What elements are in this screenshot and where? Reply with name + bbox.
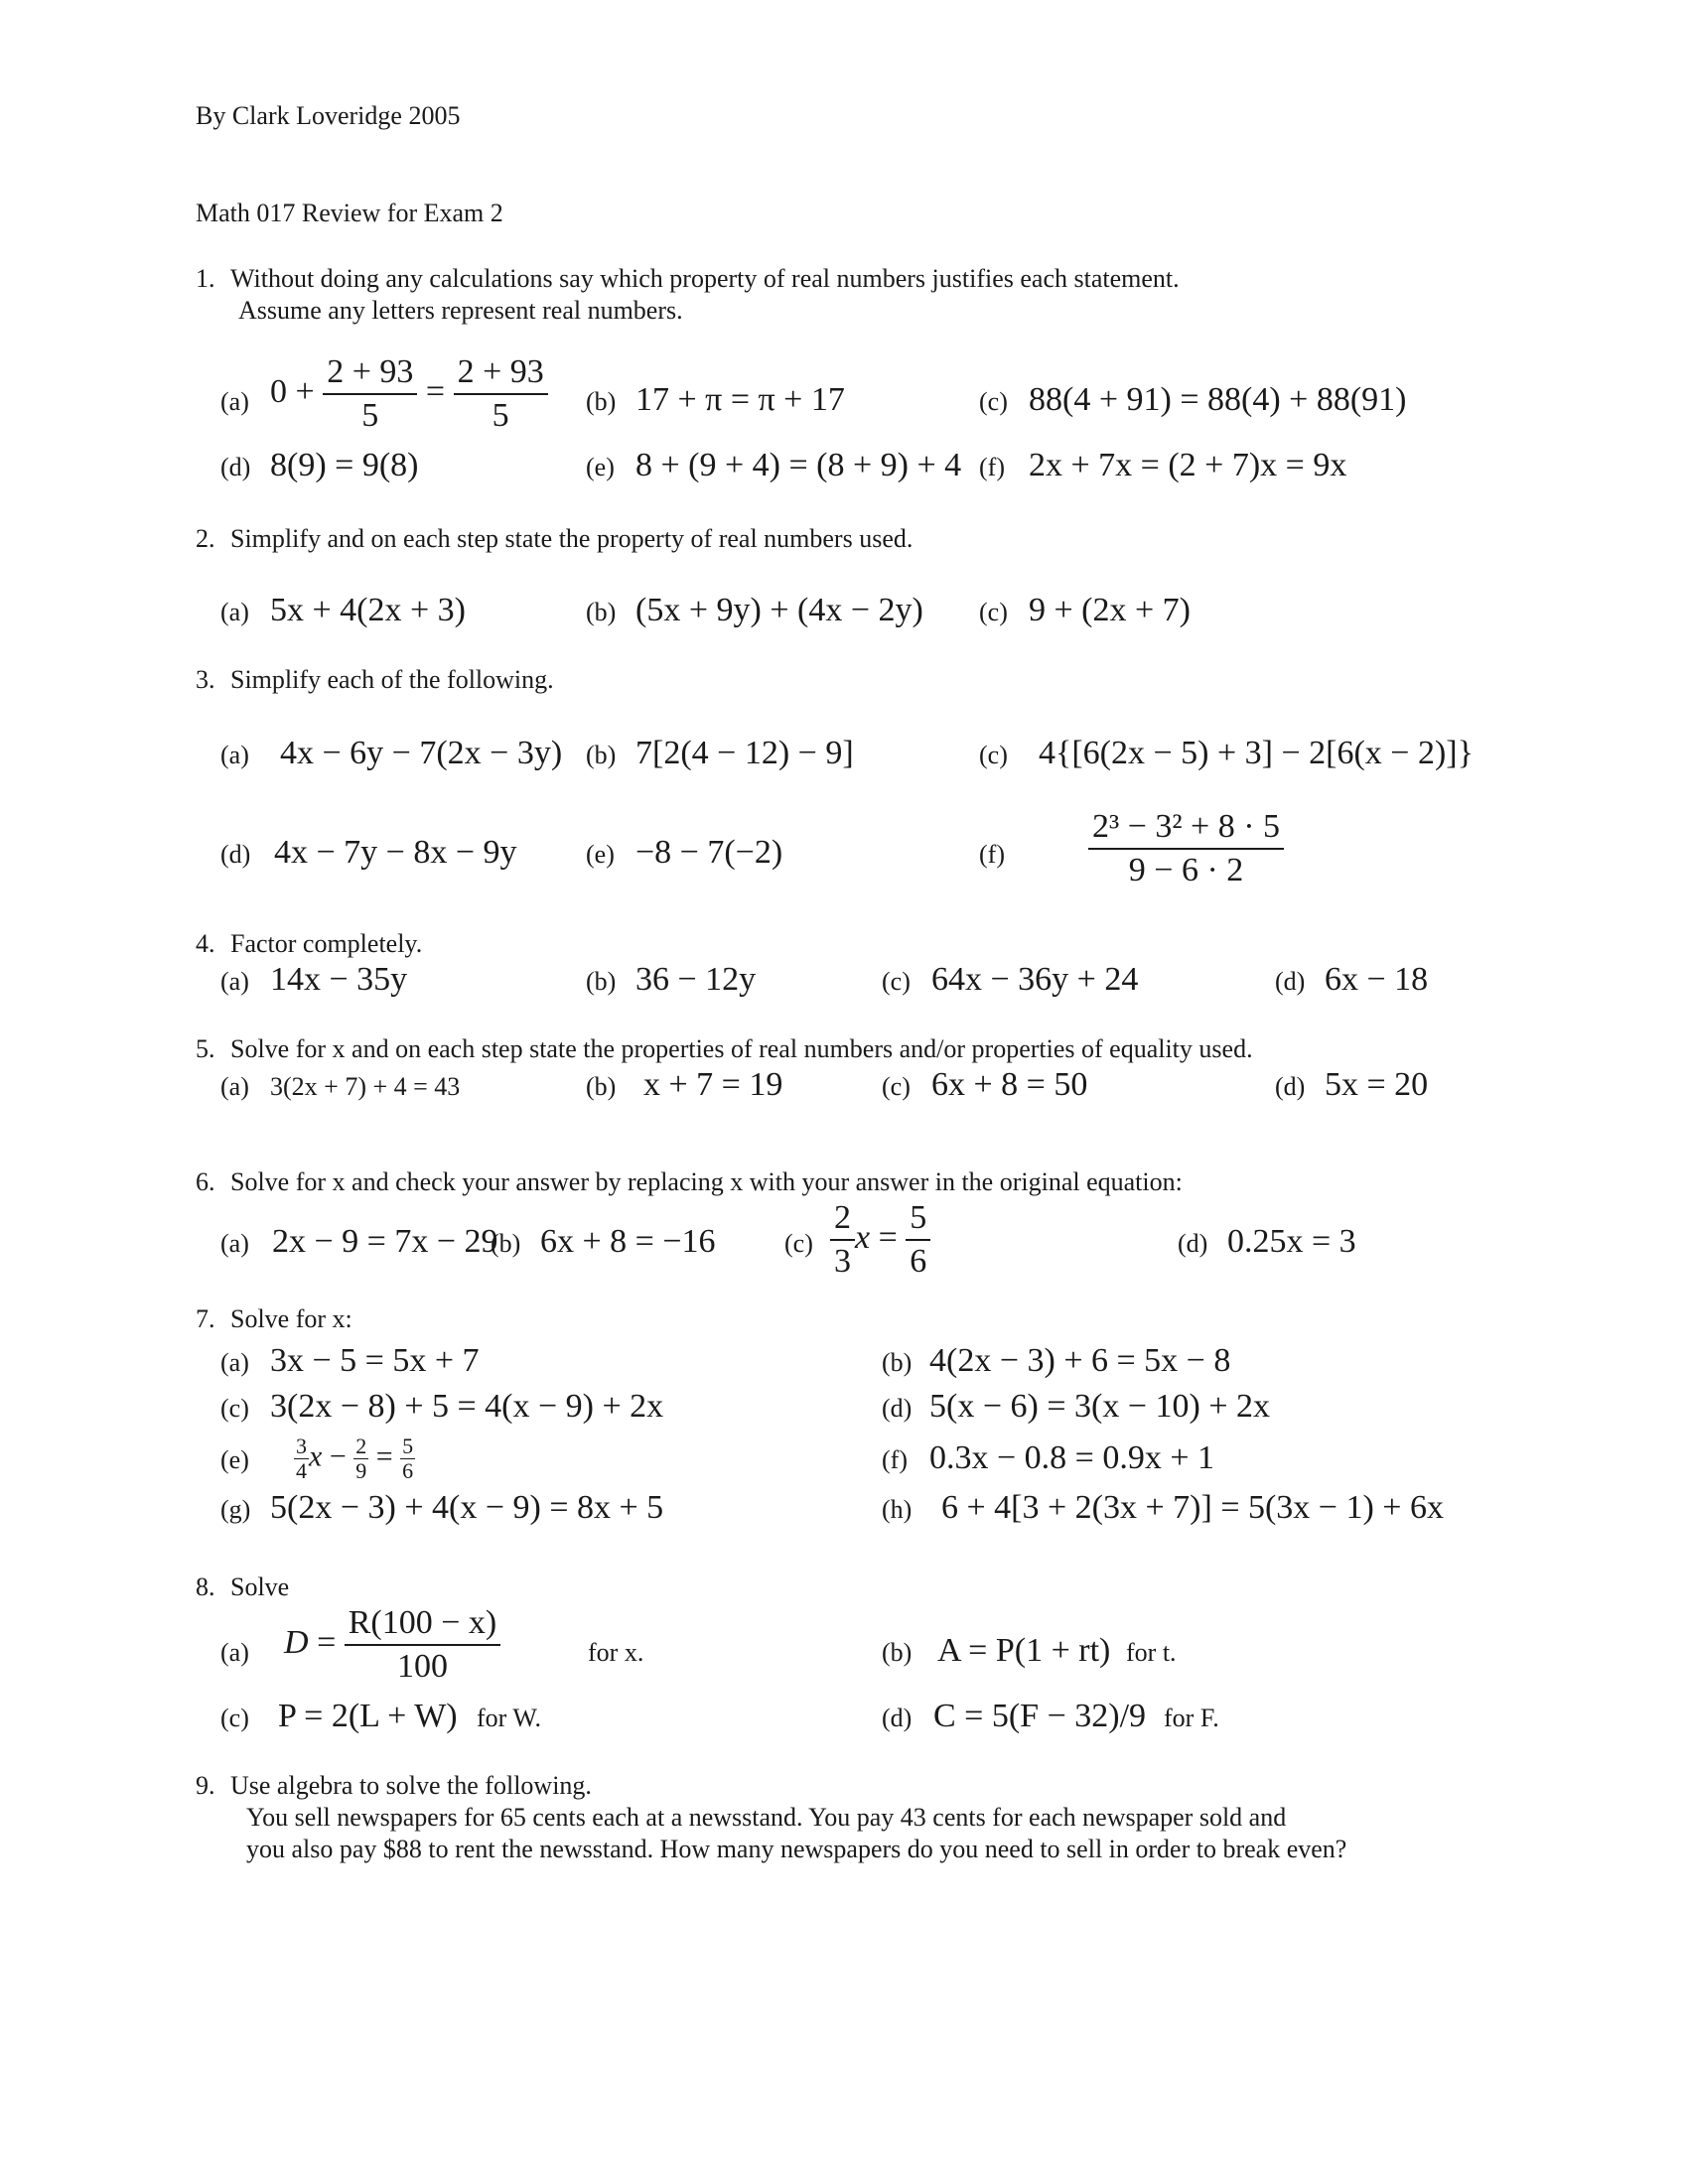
q7-a-label: (a) xyxy=(220,1348,249,1377)
q1-a-label: (a) xyxy=(220,387,249,416)
question-6-number: 6. xyxy=(196,1167,215,1196)
q4-c-label: (c) xyxy=(882,967,911,996)
q2-a-expression: 5x + 4(2x + 3) xyxy=(270,592,466,628)
q2-b-expression: (5x + 9y) + (4x − 2y) xyxy=(635,592,923,628)
q8-c-for: for W. xyxy=(477,1704,541,1732)
q4-d-label: (d) xyxy=(1275,967,1306,996)
q7-e-den-2: 9 xyxy=(355,1458,367,1483)
question-9-line1: You sell newspapers for 65 cents each at a newsstand. You pay 43 cents for each newspaper sold and xyxy=(246,1803,1287,1832)
question-8-text: Solve xyxy=(230,1572,290,1601)
q2-b-label: (b) xyxy=(586,598,617,626)
q6-c-den-left: 3 xyxy=(834,1243,851,1280)
question-3-number: 3. xyxy=(196,665,215,694)
q7-e-num-2: 2 xyxy=(355,1433,367,1458)
author-line: By Clark Loveridge 2005 xyxy=(196,101,461,130)
q1-a-denominator-right: 5 xyxy=(492,397,509,434)
question-7-number: 7. xyxy=(196,1304,215,1333)
q5-c-expression: 6x + 8 = 50 xyxy=(931,1066,1088,1103)
q4-b-expression: 36 − 12y xyxy=(635,961,757,998)
page-title: Math 017 Review for Exam 2 xyxy=(196,199,503,227)
q7-e-num-3: 5 xyxy=(402,1433,414,1458)
q4-b-label: (b) xyxy=(586,967,617,996)
q8-a-denominator: 100 xyxy=(397,1648,448,1685)
question-6-text: Solve for x and check your answer by replacing x with your answer in the original equation: xyxy=(230,1167,1183,1196)
q7-e-frac-1 xyxy=(294,1435,309,1482)
q1-b-label: (b) xyxy=(586,387,617,416)
q4-a-label: (a) xyxy=(220,967,249,996)
q3-a-label: (a) xyxy=(220,741,249,769)
q7-h-label: (h) xyxy=(882,1495,913,1524)
q6-c-label: (c) xyxy=(784,1229,813,1258)
q6-c-num-left: 2 xyxy=(830,1201,855,1241)
q1-a-numerator-right: 2 + 93 xyxy=(454,355,548,395)
q8-d-for: for F. xyxy=(1164,1704,1219,1732)
q7-c-label: (c) xyxy=(220,1394,249,1423)
q6-b-label: (b) xyxy=(491,1229,521,1258)
q8-a-numerator: R(100 − x) xyxy=(345,1606,501,1646)
q7-f-expression: 0.3x − 0.8 = 0.9x + 1 xyxy=(929,1439,1215,1476)
q1-a-fraction-left xyxy=(323,355,417,433)
q1-a-numerator-left: 2 + 93 xyxy=(323,355,417,395)
q6-a-expression: 2x − 9 = 7x − 29 xyxy=(272,1223,498,1260)
q6-d-expression: 0.25x = 3 xyxy=(1227,1223,1356,1260)
q7-e-den-3: 6 xyxy=(402,1458,414,1483)
q8-b-for: for t. xyxy=(1126,1638,1177,1667)
question-2-number: 2. xyxy=(196,524,215,553)
q7-f-label: (f) xyxy=(882,1445,908,1474)
q8-d-expression: C = 5(F − 32)/9 xyxy=(933,1698,1147,1734)
q5-a-label: (a) xyxy=(220,1072,249,1101)
question-2-text: Simplify and on each step state the property of real numbers used. xyxy=(230,524,914,553)
q5-a-expression: 3(2x + 7) + 4 = 43 xyxy=(270,1072,461,1101)
q4-a-expression: 14x − 35y xyxy=(270,961,408,998)
q7-e-expression: $\frac{3}{4}$ x − $\frac{2}{9}$ = $\frac{5}{6}$ xyxy=(296,1433,414,1483)
q3-b-label: (b) xyxy=(586,741,617,769)
q7-e-label: (e) xyxy=(220,1445,249,1474)
q2-c-label: (c) xyxy=(979,598,1008,626)
q7-b-expression: 4(2x − 3) + 6 = 5x − 8 xyxy=(929,1342,1231,1379)
q8-c-label: (c) xyxy=(220,1704,249,1732)
q8-c-expression: P = 2(L + W) xyxy=(278,1698,458,1734)
question-9-text: Use algebra to solve the following. xyxy=(230,1771,592,1800)
q7-d-expression: 5(x − 6) = 3(x − 10) + 2x xyxy=(929,1388,1270,1425)
q1-a-denominator-left: 5 xyxy=(361,397,379,434)
question-3-text: Simplify each of the following. xyxy=(230,665,554,694)
q7-d-label: (d) xyxy=(882,1394,913,1423)
q2-a-label: (a) xyxy=(220,598,249,626)
q7-h-expression: 6 + 4[3 + 2(3x + 7)] = 5(3x − 1) + 6x xyxy=(941,1489,1444,1526)
question-1-number: 1. xyxy=(196,264,215,293)
q3-f-numerator: 2³ − 3² + 8 · 5 xyxy=(1088,810,1284,850)
q3-f-expression xyxy=(1088,810,1284,887)
q7-c-expression: 3(2x − 8) + 5 = 4(x − 9) + 2x xyxy=(270,1388,664,1425)
q5-b-label: (b) xyxy=(586,1072,617,1101)
q1-d-expression: 8(9) = 9(8) xyxy=(270,447,419,483)
q3-c-expression: 4{[6(2x − 5) + 3] − 2[6(x − 2)]} xyxy=(1039,735,1474,771)
q1-a-equals: = xyxy=(425,372,446,410)
q1-e-label: (e) xyxy=(586,453,615,481)
q6-c-expression: $\frac{2}{3}$ x = $\frac{5}{6}$ xyxy=(830,1201,930,1279)
q3-f-label: (f) xyxy=(979,840,1005,869)
q3-e-expression: −8 − 7(−2) xyxy=(635,834,783,871)
q6-b-expression: 6x + 8 = −16 xyxy=(540,1223,716,1260)
q1-a-fraction-right xyxy=(454,355,548,433)
question-7-text: Solve for x: xyxy=(230,1304,352,1333)
q7-e-den-1: 4 xyxy=(296,1458,307,1483)
q7-e-frac-2 xyxy=(353,1435,368,1482)
q8-b-expression: A = P(1 + rt) xyxy=(937,1632,1111,1669)
question-1-text: Without doing any calculations say which property of real numbers justifies each statement. xyxy=(230,264,1180,293)
q3-f-fraction xyxy=(1088,810,1284,887)
q5-c-label: (c) xyxy=(882,1072,911,1101)
q3-e-label: (e) xyxy=(586,840,615,869)
q6-c-fraction-right xyxy=(906,1201,930,1279)
question-4-number: 4. xyxy=(196,929,215,958)
q7-e-num-1: 3 xyxy=(296,1433,307,1458)
q1-f-expression: 2x + 7x = (2 + 7)x = 9x xyxy=(1029,447,1347,483)
q6-c-fraction-left xyxy=(830,1201,855,1279)
q3-b-expression: 7[2(4 − 12) − 9] xyxy=(635,735,854,771)
q3-d-expression: 4x − 7y − 8x − 9y xyxy=(274,834,517,871)
q8-a-expression: D = $\frac{R(100 - x)}{100}$ xyxy=(284,1606,500,1684)
q5-d-label: (d) xyxy=(1275,1072,1306,1101)
question-1-text-line2: Assume any letters represent real numbers. xyxy=(238,296,683,325)
q5-b-expression: x + 7 = 19 xyxy=(643,1066,783,1103)
q1-c-label: (c) xyxy=(979,387,1008,416)
q1-b-expression: 17 + π = π + 17 xyxy=(635,381,845,418)
q6-c-den-right: 6 xyxy=(910,1243,927,1280)
q1-f-label: (f) xyxy=(979,453,1005,481)
q1-e-expression: 8 + (9 + 4) = (8 + 9) + 4 xyxy=(635,447,962,483)
q2-c-expression: 9 + (2x + 7) xyxy=(1029,592,1191,628)
q1-a-expression xyxy=(270,355,548,433)
q8-a-for: for x. xyxy=(588,1638,644,1667)
q8-d-label: (d) xyxy=(882,1704,913,1732)
question-5-number: 5. xyxy=(196,1034,215,1063)
q8-a-fraction xyxy=(345,1606,501,1684)
q3-a-expression: 4x − 6y − 7(2x − 3y) xyxy=(280,735,563,771)
q3-d-label: (d) xyxy=(220,840,251,869)
q7-g-expression: 5(2x − 3) + 4(x − 9) = 8x + 5 xyxy=(270,1489,664,1526)
q6-d-label: (d) xyxy=(1178,1229,1208,1258)
q4-d-expression: 6x − 18 xyxy=(1325,961,1429,998)
question-5-text: Solve for x and on each step state the properties of real numbers and/or properties of equality used. xyxy=(230,1034,1253,1063)
question-4-text: Factor completely. xyxy=(230,929,423,958)
q3-f-denominator: 9 − 6 · 2 xyxy=(1128,852,1244,888)
q6-c-num-right: 5 xyxy=(906,1201,930,1241)
q7-g-label: (g) xyxy=(220,1495,251,1524)
q1-a-prefix: 0 + xyxy=(270,372,315,410)
q6-a-label: (a) xyxy=(220,1229,249,1258)
q7-b-label: (b) xyxy=(882,1348,913,1377)
question-8-number: 8. xyxy=(196,1572,215,1601)
q4-c-expression: 64x − 36y + 24 xyxy=(931,961,1139,998)
q8-b-label: (b) xyxy=(882,1638,913,1667)
q5-d-expression: 5x = 20 xyxy=(1325,1066,1429,1103)
q1-c-expression: 88(4 + 91) = 88(4) + 88(91) xyxy=(1029,381,1407,418)
q3-c-label: (c) xyxy=(979,741,1008,769)
q7-e-frac-3 xyxy=(400,1435,415,1482)
q8-a-label: (a) xyxy=(220,1638,249,1667)
question-9-number: 9. xyxy=(196,1771,215,1800)
q1-d-label: (d) xyxy=(220,453,251,481)
question-9-line2: you also pay $88 to rent the newsstand. How many newspapers do you need to sell in order to break even? xyxy=(246,1835,1347,1863)
q7-a-expression: 3x − 5 = 5x + 7 xyxy=(270,1342,480,1379)
